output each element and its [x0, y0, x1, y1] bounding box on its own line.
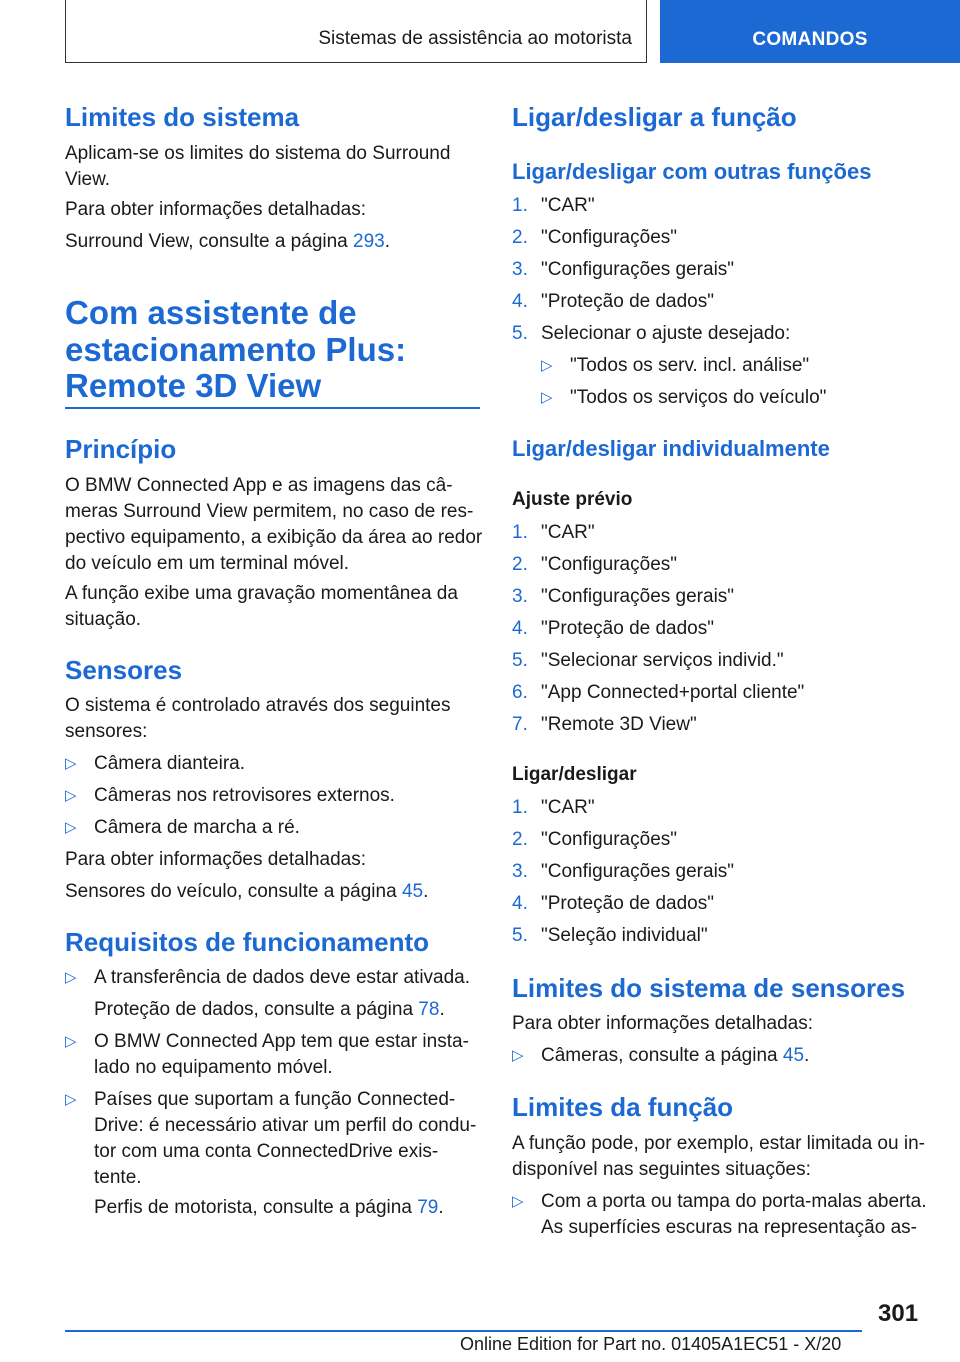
step-number: 1. — [512, 522, 528, 543]
running-header — [65, 0, 647, 63]
bullet-icon: ▷ — [512, 1047, 524, 1064]
paragraph: sensores: — [65, 721, 148, 742]
list-item-continued: As superfícies escuras na representação as- — [541, 1217, 917, 1238]
step-text: "Proteção de dados" — [541, 291, 714, 312]
paragraph: O BMW Connected App e as imagens das câ- — [65, 475, 453, 496]
step-number: 4. — [512, 618, 528, 639]
subheading-preset: Ajuste prévio — [512, 489, 633, 510]
reference-text: Perfis de motorista, consulte a página — [94, 1197, 418, 1218]
reference-end: . — [804, 1045, 810, 1066]
step-text: "Configurações" — [541, 829, 678, 850]
heading-principle: Princípio — [65, 434, 177, 464]
paragraph: A função pode, por exemplo, estar limitada ou in- — [512, 1133, 925, 1154]
list-item: Países que suportam a função Connected- — [94, 1089, 456, 1110]
cross-reference — [94, 1195, 444, 1221]
step-number: 4. — [512, 893, 528, 914]
reference-text: Proteção de dados, consulte a página — [94, 999, 419, 1020]
step-number: 2. — [512, 227, 528, 248]
bullet-icon: ▷ — [65, 787, 77, 804]
paragraph: A função exibe uma gravação momentânea da — [65, 583, 458, 604]
bullet-icon: ▷ — [65, 819, 77, 836]
reference-text: Câmeras, consulte a página — [541, 1045, 783, 1066]
paragraph: pectivo equipamento, a exibição da área ao redor — [65, 527, 483, 548]
list-item: Câmera de marcha a ré. — [94, 817, 300, 838]
step-number: 3. — [512, 586, 528, 607]
heading-onoff: Ligar/desligar a função — [512, 102, 797, 132]
paragraph: Para obter informações detalhadas: — [512, 1013, 814, 1034]
footer-rule — [65, 1330, 862, 1332]
chapter-title-line: Remote 3D View — [65, 367, 322, 404]
page-link[interactable]: 45 — [401, 881, 424, 902]
step-text: "Configurações gerais" — [541, 861, 735, 882]
option-text: "Todos os serv. incl. análise" — [570, 355, 810, 376]
step-number: 6. — [512, 682, 528, 703]
paragraph: Aplicam-se os limites do sistema do Surround — [65, 143, 451, 164]
heading-sensor-limits: Limites do sistema de sensores — [512, 973, 906, 1003]
section-title: Sistemas de assistência ao motorista — [318, 28, 632, 49]
step-text: "CAR" — [541, 195, 595, 216]
paragraph: View. — [65, 169, 111, 190]
step-number: 5. — [512, 323, 528, 344]
cross-reference — [65, 879, 428, 905]
page-link[interactable]: 78 — [418, 999, 440, 1020]
step-text: "Proteção de dados" — [541, 618, 714, 639]
step-text: "Proteção de dados" — [541, 893, 714, 914]
title-underline — [65, 407, 480, 409]
paragraph: Para obter informações detalhadas: — [65, 849, 367, 870]
list-item: O BMW Connected App tem que estar insta- — [94, 1031, 469, 1052]
list-item-continued: tente. — [94, 1167, 142, 1188]
step-number: 4. — [512, 291, 528, 312]
bullet-icon: ▷ — [541, 389, 553, 406]
paragraph: O sistema é controlado através dos seguintes — [65, 695, 451, 716]
cross-reference — [541, 1043, 809, 1069]
chapter-tab — [660, 0, 960, 63]
bullet-icon: ▷ — [65, 1091, 77, 1108]
bullet-icon: ▷ — [541, 357, 553, 374]
subheading-other-functions: Ligar/desligar com outras funções — [512, 159, 872, 184]
page-link[interactable]: 45 — [782, 1045, 805, 1066]
step-number: 1. — [512, 797, 528, 818]
step-text: Selecionar o ajuste desejado: — [541, 323, 791, 344]
step-text: "Configurações" — [541, 554, 678, 575]
reference-text: Surround View, consulte a página — [65, 231, 354, 252]
list-item-continued: lado no equipamento móvel. — [94, 1057, 333, 1078]
list-item: Câmeras nos retrovisores externos. — [94, 785, 395, 806]
step-text: "App Connected+portal cliente" — [541, 682, 805, 703]
step-number: 1. — [512, 195, 528, 216]
page-number: 301 — [878, 1300, 919, 1327]
step-text: "CAR" — [541, 522, 595, 543]
list-item-continued: tor com uma conta ConnectedDrive exis- — [94, 1141, 439, 1162]
heading-sensors: Sensores — [65, 655, 183, 685]
paragraph: disponível nas seguintes situações: — [512, 1159, 811, 1180]
cross-reference — [94, 997, 445, 1023]
reference-end: . — [438, 1197, 444, 1218]
step-text: "Selecionar serviços individ." — [541, 650, 784, 671]
paragraph: meras Surround View permitem, no caso de res- — [65, 501, 474, 522]
heading-system-limits: Limites do sistema — [65, 102, 300, 132]
reference-end: . — [384, 231, 390, 252]
step-number: 3. — [512, 861, 528, 882]
subheading-individual: Ligar/desligar individualmente — [512, 436, 830, 461]
step-number: 2. — [512, 554, 528, 575]
heading-function-limits: Limites da função — [512, 1092, 734, 1122]
page-link[interactable]: 79 — [417, 1197, 439, 1218]
step-number: 7. — [512, 714, 528, 735]
heading-requirements: Requisitos de funcionamento — [65, 927, 430, 957]
step-number: 5. — [512, 650, 528, 671]
bullet-icon: ▷ — [65, 1033, 77, 1050]
paragraph: situação. — [65, 609, 142, 630]
list-item: Com a porta ou tampa do porta-malas aberta. — [541, 1191, 927, 1212]
bullet-icon: ▷ — [512, 1193, 524, 1210]
subheading-toggle: Ligar/desligar — [512, 764, 637, 785]
step-text: "CAR" — [541, 797, 595, 818]
edition-note: Online Edition for Part no. 01405A1EC51 - X/20 — [460, 1334, 842, 1354]
reference-text: Sensores do veículo, consulte a página — [65, 881, 402, 902]
reference-end: . — [439, 999, 445, 1020]
step-text: "Seleção individual" — [541, 925, 708, 946]
step-text: "Configurações gerais" — [541, 586, 735, 607]
reference-end: . — [423, 881, 429, 902]
step-number: 5. — [512, 925, 528, 946]
paragraph: do veículo em um terminal móvel. — [65, 553, 350, 574]
step-text: "Configurações" — [541, 227, 678, 248]
step-text: "Configurações gerais" — [541, 259, 735, 280]
paragraph: Para obter informações detalhadas: — [65, 199, 367, 220]
list-item: Câmera dianteira. — [94, 753, 246, 774]
bullet-icon: ▷ — [65, 969, 77, 986]
chapter-title-line: Com assistente de — [65, 294, 357, 331]
chapter-label: COMANDOS — [752, 29, 868, 50]
bullet-icon: ▷ — [65, 755, 77, 772]
step-number: 2. — [512, 829, 528, 850]
chapter-title-line: estacionamento Plus: — [65, 331, 407, 368]
list-item: A transferência de dados deve estar ativada. — [94, 967, 471, 988]
step-number: 3. — [512, 259, 528, 280]
cross-reference — [65, 229, 390, 255]
option-text: "Todos os serviços do veículo" — [570, 387, 827, 408]
page-link[interactable]: 293 — [353, 231, 385, 252]
list-item-continued: Drive: é necessário ativar um perfil do condu- — [94, 1115, 477, 1136]
step-text: "Remote 3D View" — [541, 714, 697, 735]
